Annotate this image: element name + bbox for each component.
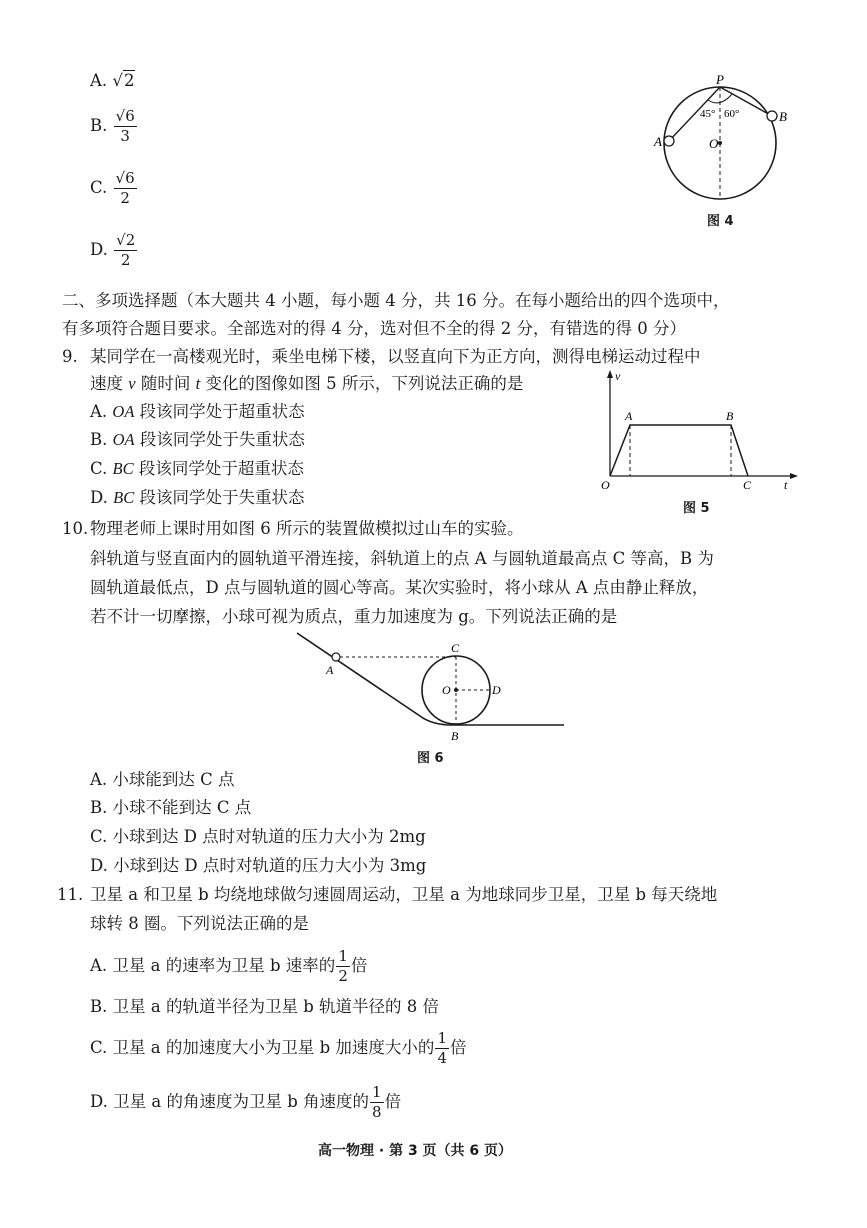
q11-option-a: A. 卫星 a 的速率为卫星 b 速率的 $\frac{1}{2}$ 倍 <box>90 947 368 985</box>
figure-5 <box>598 368 798 493</box>
q10-line1: 物理老师上课时用如图 6 所示的装置做模拟过山车的实验。 <box>90 519 524 538</box>
label-a: A <box>625 409 633 423</box>
q10-line4: 若不计一切摩擦，小球可视为质点，重力加速度为 g。下列说法正确的是 <box>90 607 618 626</box>
label-t: t <box>784 478 788 492</box>
label-p: P <box>716 72 724 87</box>
figure-6-caption: 图 6 <box>417 751 444 766</box>
t-axis-arrow <box>790 473 798 479</box>
label-o: O <box>442 683 451 697</box>
q9-line1: 某同学在一高楼观光时，乘坐电梯下楼，以竖直向下为正方向，测得电梯运动过程中 <box>90 347 701 366</box>
label-a: A <box>654 134 662 149</box>
label-c: C <box>451 641 460 655</box>
q11-option-b: B. 卫星 a 的轨道半径为卫星 b 轨道半径的 8 倍 <box>90 997 439 1016</box>
q8-option-d: D. $\frac{√2}{2}$ <box>90 231 136 269</box>
fraction: $\frac{1}{2}$ <box>338 947 348 985</box>
q11-option-c: C. 卫星 a 的加速度大小为卫星 b 加速度大小的 $\frac{1}{4}$ 倍 <box>90 1029 467 1067</box>
page-footer: 高一物理 · 第 3 页（共 6 页） <box>318 1143 513 1159</box>
figure-4 <box>650 70 800 230</box>
q9-number: 9. <box>62 347 78 366</box>
velocity-graph <box>610 425 748 476</box>
section-2-heading-line2: 有多项符合题目要求。全部选对的得 4 分，选对但不全的得 2 分，有错选的得 0 分） <box>62 319 686 338</box>
fraction: $\frac{1}{4}$ <box>437 1029 447 1067</box>
q10-option-d: D. 小球到达 D 点时对轨道的压力大小为 3mg <box>90 856 427 875</box>
fraction: $\frac{1}{8}$ <box>372 1083 382 1121</box>
figure-5-caption: 图 5 <box>683 501 710 516</box>
section-2-heading-line1: 二、多项选择题（本大题共 4 小题，每小题 4 分，共 16 分。在每小题给出的四个选项中， <box>62 291 730 310</box>
label-b: B <box>451 729 459 743</box>
fraction: $\frac{√6}{3}$ <box>115 107 135 145</box>
ball <box>332 653 340 661</box>
center-o <box>454 688 458 692</box>
q11-line2: 球转 8 圈。下列说法正确的是 <box>90 914 309 933</box>
label-c: C <box>743 478 752 492</box>
q9-option-c: C. BC 段该同学处于超重状态 <box>90 459 304 478</box>
q9-option-b: B. OA 段该同学处于失重状态 <box>90 430 305 449</box>
q10-number: 10. <box>62 519 89 538</box>
figure-4-caption: 图 4 <box>707 214 734 229</box>
label-b: B <box>726 409 734 423</box>
label-b: B <box>779 109 787 124</box>
q9-line2: 速度 v 随时间 t 变化的图像如图 5 所示，下列说法正确的是 <box>90 374 524 393</box>
q9-option-a: A. OA 段该同学处于超重状态 <box>90 402 305 421</box>
v-axis-arrow <box>607 370 613 378</box>
slope-track <box>297 633 564 725</box>
q10-option-c: C. 小球到达 D 点时对轨道的压力大小为 2mg <box>90 827 426 846</box>
q11-option-d: D. 卫星 a 的角速度为卫星 b 角速度的 $\frac{1}{8}$ 倍 <box>90 1083 402 1121</box>
label-45: 45° <box>700 108 716 120</box>
fraction: $\frac{√2}{2}$ <box>116 231 136 269</box>
label-v: v <box>615 369 621 383</box>
q8-option-b: B. $\frac{√6}{3}$ <box>90 107 135 145</box>
label-o: O <box>709 136 719 151</box>
q8-option-a: A. √2 <box>90 71 135 90</box>
q10-line3: 圆轨道最低点，D 点与圆轨道的圆心等高。某次实验时，将小球从 A 点由静止释放， <box>90 578 709 597</box>
label-d: D <box>492 683 501 697</box>
q9-option-d: D. BC 段该同学处于失重状态 <box>90 488 305 507</box>
label-60: 60° <box>724 108 740 120</box>
figure-6 <box>292 630 572 745</box>
sqrt-2: √2 <box>112 71 135 90</box>
ball-b <box>767 111 777 121</box>
label-a: A <box>326 663 334 677</box>
q10-option-b: B. 小球不能到达 C 点 <box>90 798 252 817</box>
center-o <box>718 141 722 145</box>
label-o: O <box>601 478 610 492</box>
fraction: $\frac{√6}{2}$ <box>115 169 135 207</box>
q8-option-c: C. $\frac{√6}{2}$ <box>90 169 135 207</box>
q10-line2: 斜轨道与竖直面内的圆轨道平滑连接，斜轨道上的点 A 与圆轨道最高点 C 等高，B 为 <box>90 549 714 568</box>
q10-option-a: A. 小球能到达 C 点 <box>90 770 235 789</box>
ball-a <box>664 136 674 146</box>
q11-line1: 卫星 a 和卫星 b 均绕地球做匀速圆周运动，卫星 a 为地球同步卫星，卫星 b 每天绕地 <box>90 885 718 904</box>
q11-number: 11. <box>57 885 84 904</box>
